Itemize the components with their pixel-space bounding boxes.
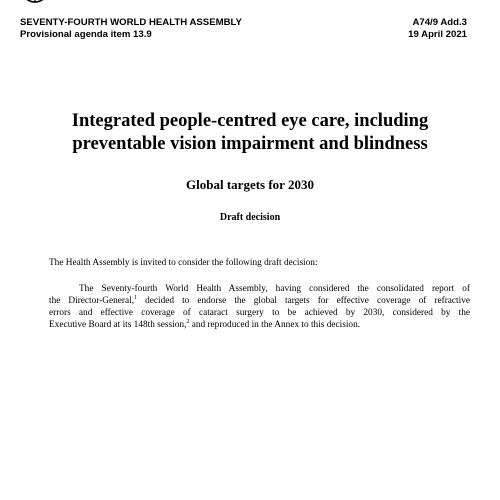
paragraph-text: Executive Board at its 148th session, — [49, 320, 187, 330]
document-subtitle: Global targets for 2030 — [186, 177, 314, 192]
paragraph-text: decided to endorse the global targets for effective coverage of refractive — [137, 296, 470, 306]
paragraph-text: the Director-General, — [49, 296, 135, 306]
assembly-meta — [20, 17, 242, 41]
document-date: 19 April 2021 — [408, 29, 467, 40]
intro-sentence: The Health Assembly is invited to consider the following draft decision: — [49, 258, 318, 268]
who-emblem-icon — [20, 0, 50, 4]
paragraph-line: errors and effective coverage of cataract surgery to be achieved by 2030, considered by the — [49, 308, 470, 318]
title-line-1: Integrated people-centred eye care, including — [71, 111, 429, 131]
paragraph-line — [49, 295, 470, 307]
document-number: A74/9 Add.3 — [412, 17, 467, 28]
paragraph-line — [49, 319, 470, 331]
paragraph-line: The Seventy-fourth World Health Assembly, having considered the consolidated report of — [79, 284, 470, 294]
agenda-item: Provisional agenda item 13.9 — [20, 29, 152, 40]
footnote-marker: 1 — [134, 294, 138, 301]
document-meta — [408, 17, 467, 41]
assembly-name: SEVENTY-FOURTH WORLD HEALTH ASSEMBLY — [20, 17, 242, 28]
document-title — [30, 110, 470, 156]
organization-name — [66, 0, 182, 2]
decision-paragraph — [49, 283, 470, 331]
footnote-marker: 2 — [186, 318, 190, 325]
section-subheading: Draft decision — [219, 212, 281, 223]
title-line-2: preventable vision impairment and blindness — [72, 134, 428, 154]
paragraph-text: and reproduced in the Annex to this decision. — [189, 320, 361, 330]
